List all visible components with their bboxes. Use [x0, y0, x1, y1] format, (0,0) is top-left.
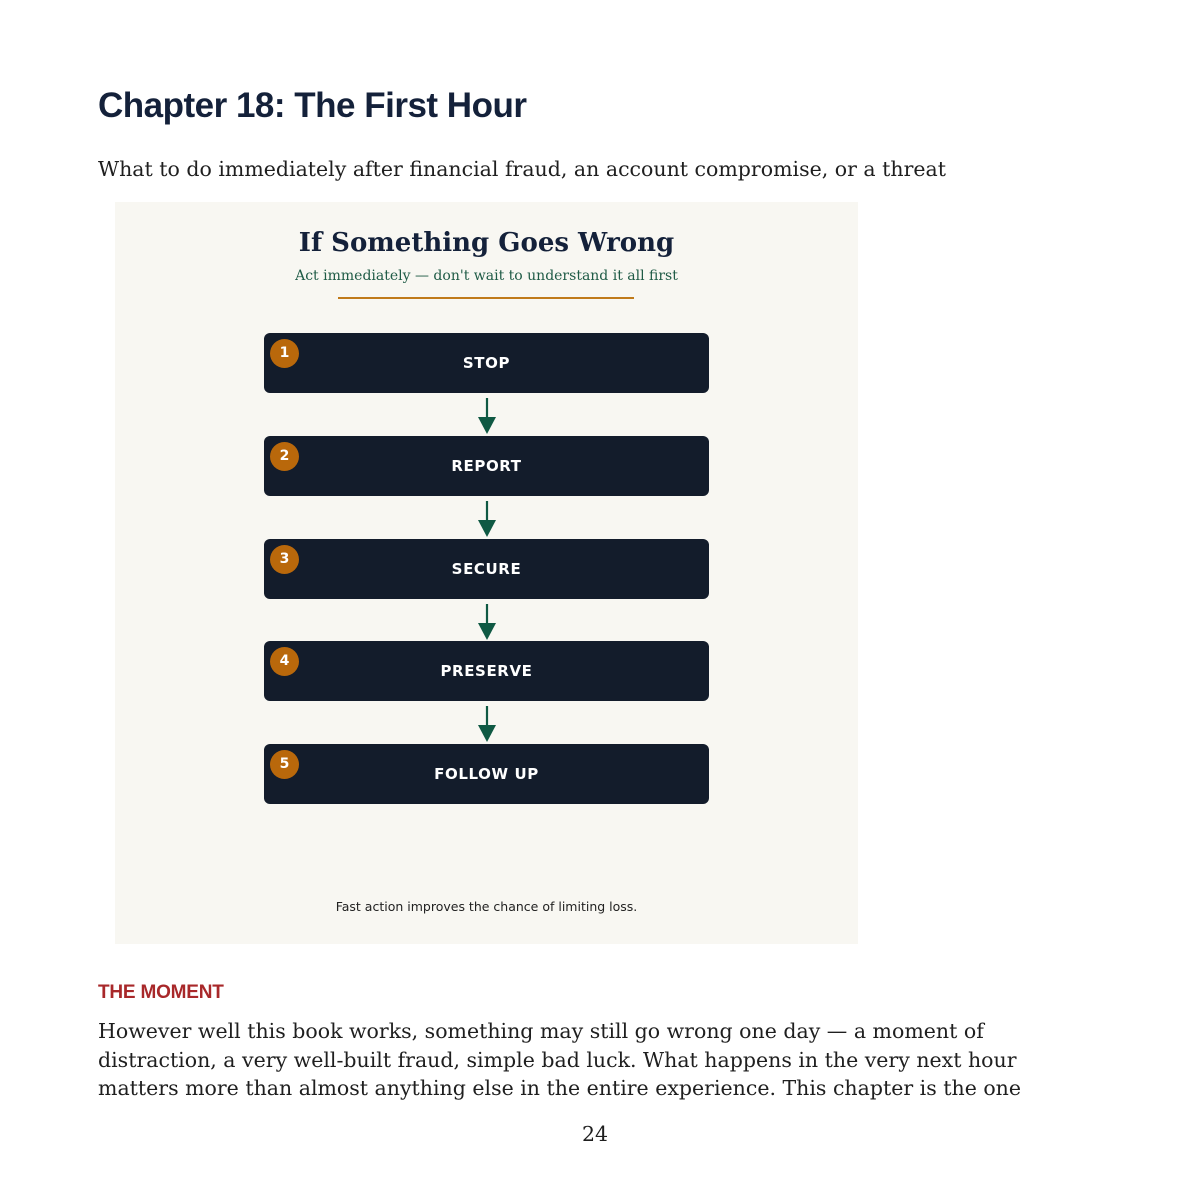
flowchart-figure: [115, 202, 858, 944]
body-paragraph: [98, 1017, 1098, 1103]
figure-divider: [338, 297, 634, 299]
step-number-badge: 4: [270, 647, 299, 676]
step-secure: [264, 539, 709, 599]
step-follow-up: [264, 744, 709, 804]
page-number: 24: [581, 1122, 609, 1146]
step-label: FOLLOW UP: [434, 765, 539, 783]
step-number-badge: 2: [270, 442, 299, 471]
chapter-title: Chapter 18: The First Hour: [98, 86, 527, 125]
down-arrow-icon: [477, 603, 497, 641]
body-line: distraction, a very well-built fraud, simple bad luck. What happens in the very next hour: [98, 1047, 1017, 1072]
step-number-badge: 1: [270, 339, 299, 368]
body-line: matters more than almost anything else in the entire experience. This chapter is the one: [98, 1076, 1022, 1100]
chapter-subtitle: What to do immediately after financial fraud, an account compromise, or a threat: [98, 157, 946, 181]
step-label: PRESERVE: [440, 662, 533, 680]
down-arrow-icon: [477, 397, 497, 435]
figure-caption: Fast action improves the chance of limiting loss.: [335, 899, 638, 914]
step-label: STOP: [462, 354, 511, 372]
section-heading: THE MOMENT: [98, 982, 224, 1003]
step-label: REPORT: [451, 457, 522, 475]
figure-subtitle: Act immediately — don't wait to understand it all first: [295, 268, 678, 284]
body-line: However well this book works, something may still go wrong one day — a moment of: [98, 1019, 984, 1043]
step-number-badge: 3: [270, 545, 299, 574]
step-number-badge: 5: [270, 750, 299, 779]
step-stop: [264, 333, 709, 393]
step-preserve: [264, 641, 709, 701]
down-arrow-icon: [477, 500, 497, 538]
down-arrow-icon: [477, 705, 497, 743]
step-label: SECURE: [451, 560, 522, 578]
step-report: [264, 436, 709, 496]
figure-title: If Something Goes Wrong: [298, 228, 675, 258]
